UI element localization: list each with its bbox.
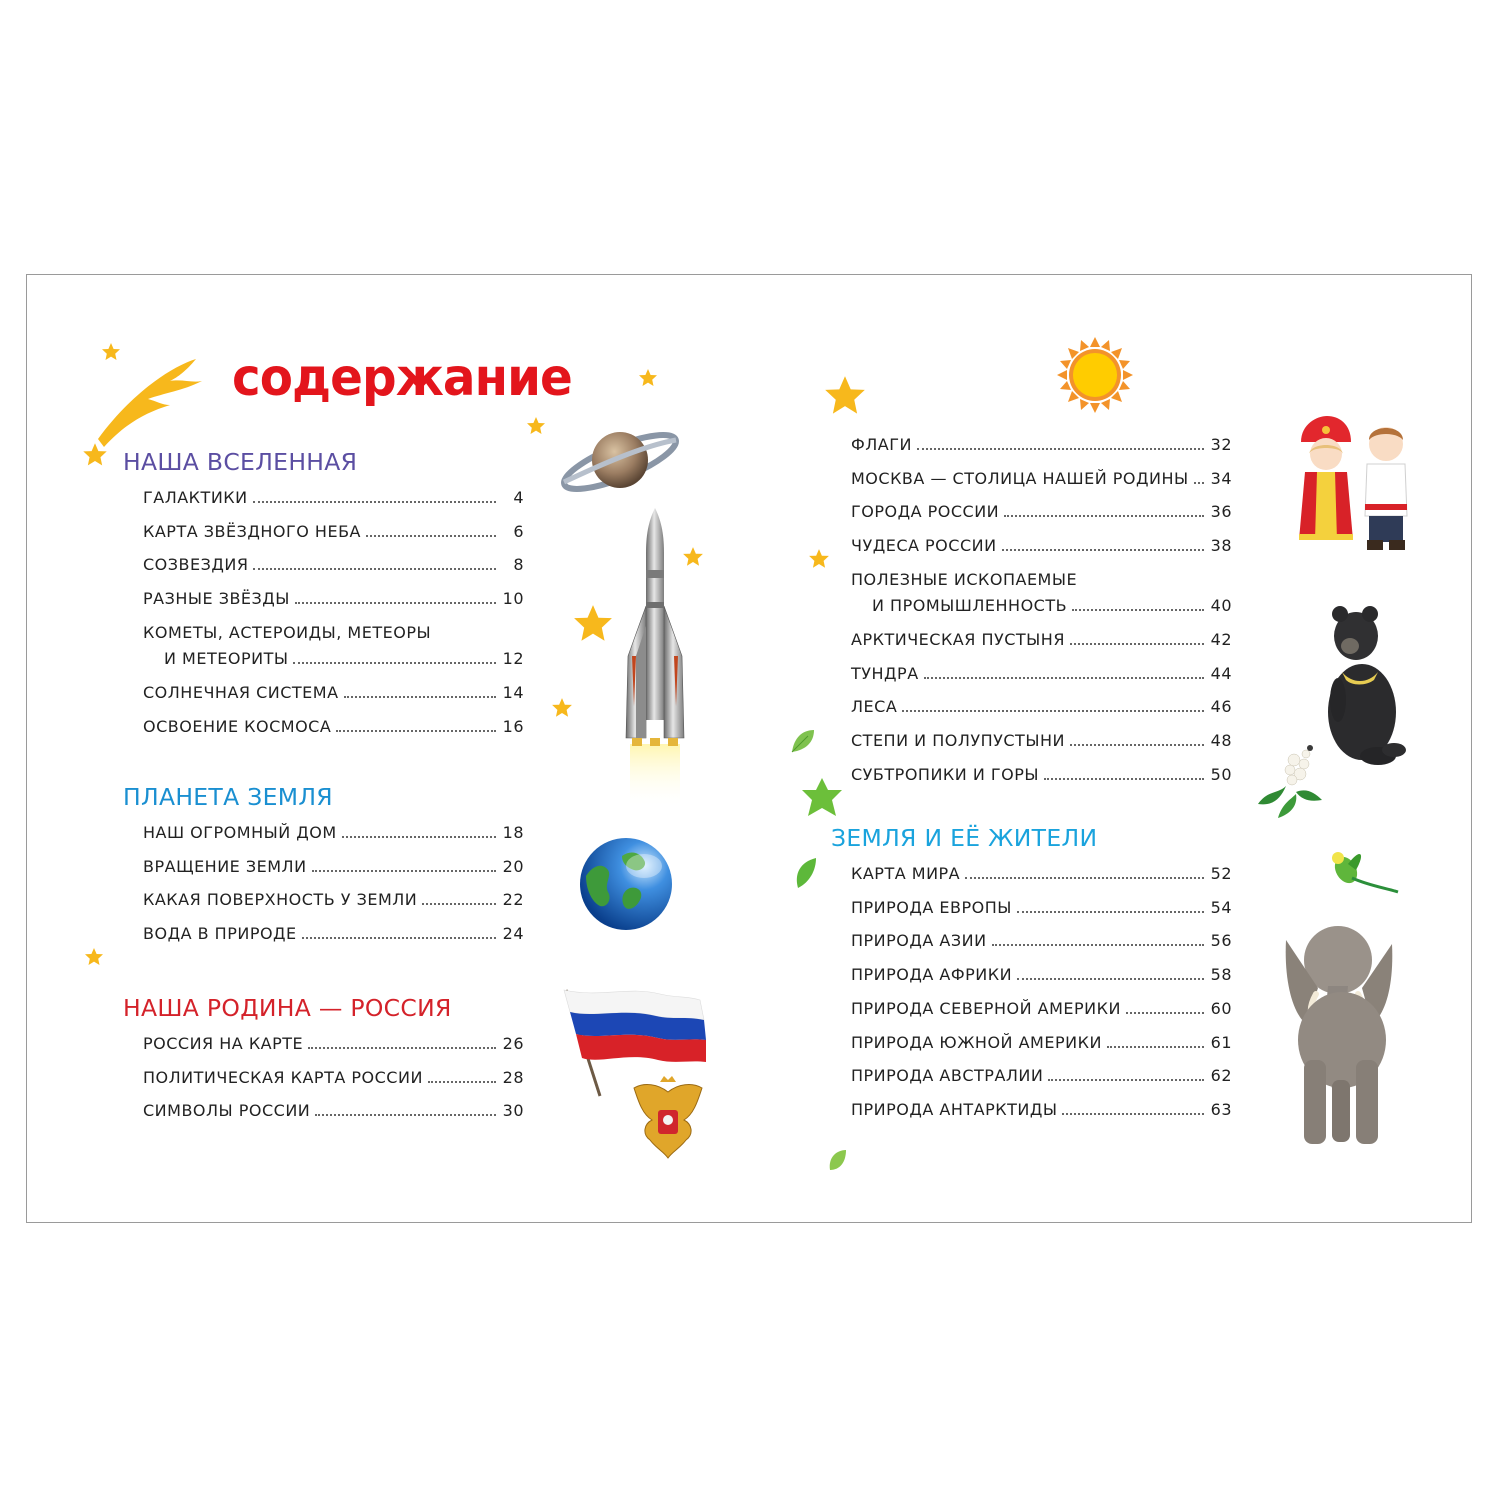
toc-leader-dots	[1017, 911, 1204, 913]
toc-entry-title: СУБТРОПИКИ И ГОРЫ	[851, 764, 1039, 784]
toc-leader-dots	[342, 836, 496, 838]
star-icon	[823, 374, 867, 418]
toc-page-number: 4	[513, 488, 524, 507]
toc-page-number: 62	[1210, 1066, 1232, 1086]
toc-page-number: 54	[1210, 897, 1232, 917]
toc-leader-dots	[295, 602, 496, 604]
toc-entry-title: РАЗНЫЕ ЗВЁЗДЫ	[143, 589, 290, 609]
toc-entry-title: СОЛНЕЧНАЯ СИСТЕМА	[143, 683, 339, 702]
toc-entry-title: ПРИРОДА АНТАРКТИДЫ	[851, 1099, 1058, 1119]
toc-page-number: 24	[502, 924, 524, 944]
star-icon	[551, 697, 573, 719]
section-heading-earth: ПЛАНЕТА ЗЕМЛЯ	[123, 783, 333, 811]
toc-leader-dots	[1017, 978, 1204, 980]
toc-entry	[851, 999, 1232, 1018]
toc-page-number: 34	[1210, 468, 1232, 488]
toc-page-number: 10	[502, 589, 524, 609]
toc-entry-title: ФЛАГИ	[851, 435, 912, 454]
toc-entry	[143, 1101, 524, 1120]
leaf-icon	[792, 856, 818, 890]
toc-entry	[143, 924, 524, 943]
toc-leader-dots	[1072, 609, 1204, 611]
section-heading-russia: НАША РОДИНА — РОССИЯ	[123, 994, 452, 1022]
star-icon	[572, 603, 614, 645]
toc-entry-title: ПРИРОДА ЮЖНОЙ АМЕРИКИ	[851, 1032, 1102, 1052]
toc-page-number: 60	[1210, 998, 1232, 1018]
sun-icon	[1056, 336, 1134, 414]
toc-entry	[143, 623, 524, 669]
toc-entry	[851, 697, 1232, 716]
toc-entry-title: И ПРОМЫШЛЕННОСТЬ	[872, 596, 1068, 616]
star-icon	[526, 416, 546, 436]
toc-entry	[851, 469, 1232, 488]
toc-entry-title: МОСКВА — СТОЛИЦА НАШЕЙ РОДИНЫ	[851, 468, 1189, 488]
children-in-costumes-icon	[1295, 416, 1417, 554]
toc-leader-dots	[1107, 1046, 1204, 1048]
star-icon	[638, 368, 658, 388]
toc-leader-dots	[965, 877, 1204, 879]
flower-branch-icon	[1252, 742, 1328, 822]
toc-entry	[851, 1066, 1232, 1085]
toc-page-number: 6	[513, 521, 524, 541]
toc-entry	[143, 1034, 524, 1053]
star-icon	[84, 947, 104, 967]
toc-entry-title: ПРИРОДА АФРИКИ	[851, 965, 1013, 985]
toc-entry	[143, 823, 524, 842]
toc-leader-dots	[1070, 744, 1204, 746]
comet-icon	[90, 355, 210, 465]
toc-entry	[143, 890, 524, 909]
toc-entry	[851, 570, 1232, 616]
toc-page-number: 12	[502, 649, 524, 669]
toc-leader-dots	[336, 730, 496, 732]
toc-entry-title: КАРТА МИРА	[851, 864, 961, 883]
toc-leader-dots	[1194, 482, 1204, 484]
section-heading-inhabitants: ЗЕМЛЯ И ЕЁ ЖИТЕЛИ	[831, 824, 1098, 852]
toc-entry-title: ПРИРОДА СЕВЕРНОЙ АМЕРИКИ	[851, 998, 1121, 1018]
toc-entry-title-line1: КОМЕТЫ, АСТЕРОИДЫ, МЕТЕОРЫ	[143, 623, 432, 643]
toc-page-number: 28	[502, 1067, 524, 1087]
toc-leader-dots	[428, 1081, 496, 1083]
toc-entry	[143, 1068, 524, 1087]
toc-leader-dots	[422, 903, 496, 905]
toc-entry-title: СИМВОЛЫ РОССИИ	[143, 1101, 311, 1121]
toc-leader-dots	[992, 944, 1204, 946]
toc-entry-title: ЛЕСА	[851, 697, 898, 717]
toc-entry-title: КАРТА ЗВЁЗДНОГО НЕБА	[143, 521, 361, 541]
toc-entry	[851, 898, 1232, 917]
toc-entry-title: ПОЛИТИЧЕСКАЯ КАРТА РОССИИ	[143, 1067, 423, 1087]
toc-leader-dots	[293, 662, 496, 664]
toc-page-number: 22	[502, 890, 524, 910]
leaf-icon	[800, 776, 844, 820]
leaf-icon	[826, 1148, 848, 1172]
toc-leader-dots	[253, 501, 496, 503]
elephant-icon	[1282, 920, 1402, 1150]
toc-page-number: 14	[502, 683, 524, 702]
star-icon	[101, 342, 121, 362]
toc-leader-dots	[312, 870, 496, 872]
toc-entry-title-line1: ПОЛЕЗНЫЕ ИСКОПАЕМЫЕ	[851, 570, 1078, 590]
toc-entry-title: ОСВОЕНИЕ КОСМОСА	[143, 716, 332, 736]
leaf-icon	[790, 728, 816, 754]
toc-page-number: 48	[1210, 731, 1232, 751]
toc-page-number: 44	[1210, 663, 1232, 683]
toc-leader-dots	[1048, 1079, 1204, 1081]
toc-page-number: 40	[1210, 596, 1232, 616]
toc-entry	[143, 522, 524, 541]
bear-icon	[1322, 600, 1412, 768]
toc-entry	[851, 435, 1232, 454]
toc-leader-dots	[253, 568, 496, 570]
toc-leader-dots	[1004, 515, 1204, 517]
toc-leader-dots	[902, 710, 1204, 712]
toc-leader-dots	[315, 1114, 496, 1116]
toc-entry	[143, 589, 524, 608]
toc-page-number: 32	[1210, 435, 1232, 454]
toc-entry	[851, 1033, 1232, 1052]
toc-entry	[851, 931, 1232, 950]
toc-leader-dots	[1002, 549, 1204, 551]
toc-entry	[851, 536, 1232, 555]
toc-entry	[851, 731, 1232, 750]
toc-entry	[851, 502, 1232, 521]
toc-page-number: 8	[513, 555, 524, 575]
parrot-icon	[1326, 846, 1400, 896]
toc-entry-title: РОССИЯ НА КАРТЕ	[143, 1034, 304, 1053]
star-icon	[808, 548, 830, 570]
star-icon	[82, 442, 108, 468]
toc-entry-title: ПРИРОДА ЕВРОПЫ	[851, 897, 1012, 917]
toc-entry-title: СОЗВЕЗДИЯ	[143, 555, 249, 575]
coat-of-arms-icon	[628, 1074, 708, 1160]
toc-leader-dots	[1044, 778, 1204, 780]
toc-page-number: 58	[1210, 965, 1232, 985]
toc-entry-title: СТЕПИ И ПОЛУПУСТЫНИ	[851, 731, 1065, 751]
toc-entry-title: ПРИРОДА АВСТРАЛИИ	[851, 1066, 1044, 1086]
toc-leader-dots	[917, 448, 1204, 450]
toc-entry	[851, 965, 1232, 984]
earth-globe-icon	[578, 836, 674, 932]
toc-page-number: 46	[1210, 697, 1232, 717]
toc-leader-dots	[302, 937, 496, 939]
toc-entry-title: АРКТИЧЕСКАЯ ПУСТЫНЯ	[851, 630, 1065, 649]
toc-leader-dots	[1126, 1012, 1204, 1014]
toc-entry	[143, 488, 524, 507]
toc-entry-title: ПРИРОДА АЗИИ	[851, 931, 987, 951]
toc-leader-dots	[308, 1047, 496, 1049]
toc-entry	[143, 555, 524, 574]
toc-entry-title: ЧУДЕСА РОССИИ	[851, 536, 997, 556]
toc-entry-title: ГАЛАКТИКИ	[143, 488, 248, 507]
toc-page-number: 30	[502, 1101, 524, 1121]
toc-leader-dots	[344, 696, 496, 698]
toc-page-number: 50	[1210, 764, 1232, 784]
toc-entry	[143, 857, 524, 876]
toc-entry-title: ВОДА В ПРИРОДЕ	[143, 924, 297, 944]
toc-entry	[851, 765, 1232, 784]
page-title: содержание	[232, 348, 572, 408]
toc-page-number: 18	[502, 823, 524, 842]
toc-page-number: 16	[502, 716, 524, 736]
toc-entry-title: НАШ ОГРОМНЫЙ ДОМ	[143, 823, 337, 842]
toc-entry-title: ГОРОДА РОССИИ	[851, 502, 1000, 522]
toc-entry	[143, 717, 524, 736]
toc-entry-title: КАКАЯ ПОВЕРХНОСТЬ У ЗЕМЛИ	[143, 890, 418, 910]
saturn-icon	[558, 418, 682, 504]
toc-entry-title: ВРАЩЕНИЕ ЗЕМЛИ	[143, 856, 307, 876]
toc-leader-dots	[1070, 643, 1204, 645]
section-heading-universe: НАША ВСЕЛЕННАЯ	[123, 448, 358, 476]
toc-entry	[851, 1100, 1232, 1119]
toc-entry-title: И МЕТЕОРИТЫ	[164, 649, 289, 669]
toc-entry	[143, 683, 524, 702]
toc-entry	[851, 630, 1232, 649]
toc-entry	[851, 664, 1232, 683]
toc-page-number: 52	[1210, 864, 1232, 883]
toc-entry-title: ТУНДРА	[851, 663, 919, 683]
toc-page-number: 36	[1210, 502, 1232, 522]
toc-page-number: 63	[1210, 1099, 1232, 1119]
toc-leader-dots	[366, 535, 496, 537]
toc-entry	[851, 864, 1232, 883]
toc-page-number: 42	[1210, 630, 1232, 649]
toc-leader-dots	[924, 677, 1204, 679]
rocket-icon	[612, 506, 698, 814]
toc-page-number: 38	[1210, 536, 1232, 556]
toc-page-number: 61	[1210, 1032, 1232, 1052]
toc-page-number: 56	[1210, 931, 1232, 951]
toc-leader-dots	[1062, 1113, 1204, 1115]
toc-page-number: 20	[502, 856, 524, 876]
toc-page-number: 26	[502, 1034, 524, 1053]
